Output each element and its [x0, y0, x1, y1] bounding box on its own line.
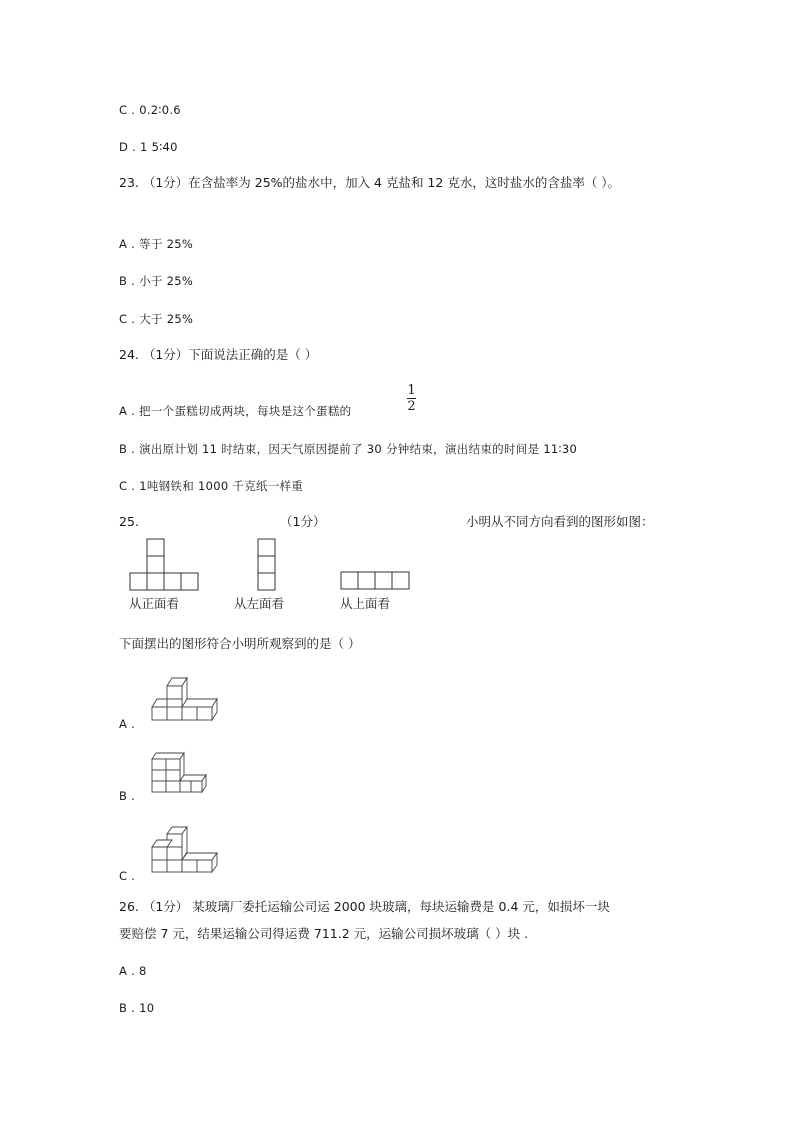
- q23-option-c[interactable]: C . 大于 25%: [119, 312, 194, 326]
- option-c-prev[interactable]: C . 0.2∶0.6: [119, 103, 181, 117]
- q26-option-a[interactable]: A . 8: [119, 964, 147, 978]
- option-d-prev[interactable]: D . 1 5∶40: [119, 140, 178, 154]
- q24-option-a[interactable]: A . 把一个蛋糕切成两块，每块是这个蛋糕的: [119, 404, 352, 418]
- question-24-stem: 24. （1分）下面说法正确的是（ ）: [119, 347, 318, 362]
- question-26-stem-line1: 26. （1分） 某玻璃厂委托运输公司运 2000 块玻璃，每块运输费是 0.4 元，如损坏一块: [119, 899, 610, 914]
- top-view-label: 从上面看: [340, 596, 391, 611]
- front-view-figure: [128, 538, 200, 594]
- question-25-score: （1分）: [280, 514, 326, 529]
- q26-option-b[interactable]: B . 10: [119, 1001, 155, 1015]
- question-23-stem: 23. （1分）在含盐率为 25%的盐水中，加入 4 克盐和 12 克水，这时盐水的含盐率（ ）。: [119, 175, 621, 190]
- q25-option-b[interactable]: B .: [119, 789, 136, 803]
- front-view-label: 从正面看: [129, 596, 180, 611]
- question-26-stem-line2: 要赔偿 7 元，结果运输公司得运费 711.2 元，运输公司损坏玻璃（ ）块 .: [119, 926, 529, 941]
- q25-option-c-figure[interactable]: [150, 824, 220, 874]
- left-view-label: 从左面看: [234, 596, 285, 611]
- q25-option-b-figure[interactable]: [150, 751, 210, 797]
- question-25-number: 25.: [119, 514, 139, 529]
- left-view-figure: [256, 538, 278, 594]
- q24-option-c[interactable]: C . 1吨钢铁和 1000 千克纸一样重: [119, 479, 304, 493]
- q25-option-a-figure[interactable]: [150, 674, 220, 722]
- question-25-prompt: 下面摆出的图形符合小明所观察到的是（ ）: [119, 636, 361, 651]
- q25-option-c[interactable]: C .: [119, 869, 136, 883]
- q23-option-a[interactable]: A . 等于 25%: [119, 237, 194, 251]
- q24-option-b[interactable]: B . 演出原计划 11 时结束，因天气原因提前了 30 分钟结束，演出结束的时间是 11∶30: [119, 442, 578, 456]
- question-25-stem: 小明从不同方向看到的图形如图：: [466, 514, 654, 529]
- top-view-figure: [339, 571, 411, 593]
- fraction-one-half: 1 2: [407, 383, 416, 414]
- q23-option-b[interactable]: B . 小于 25%: [119, 274, 194, 288]
- q25-option-a[interactable]: A .: [119, 717, 136, 731]
